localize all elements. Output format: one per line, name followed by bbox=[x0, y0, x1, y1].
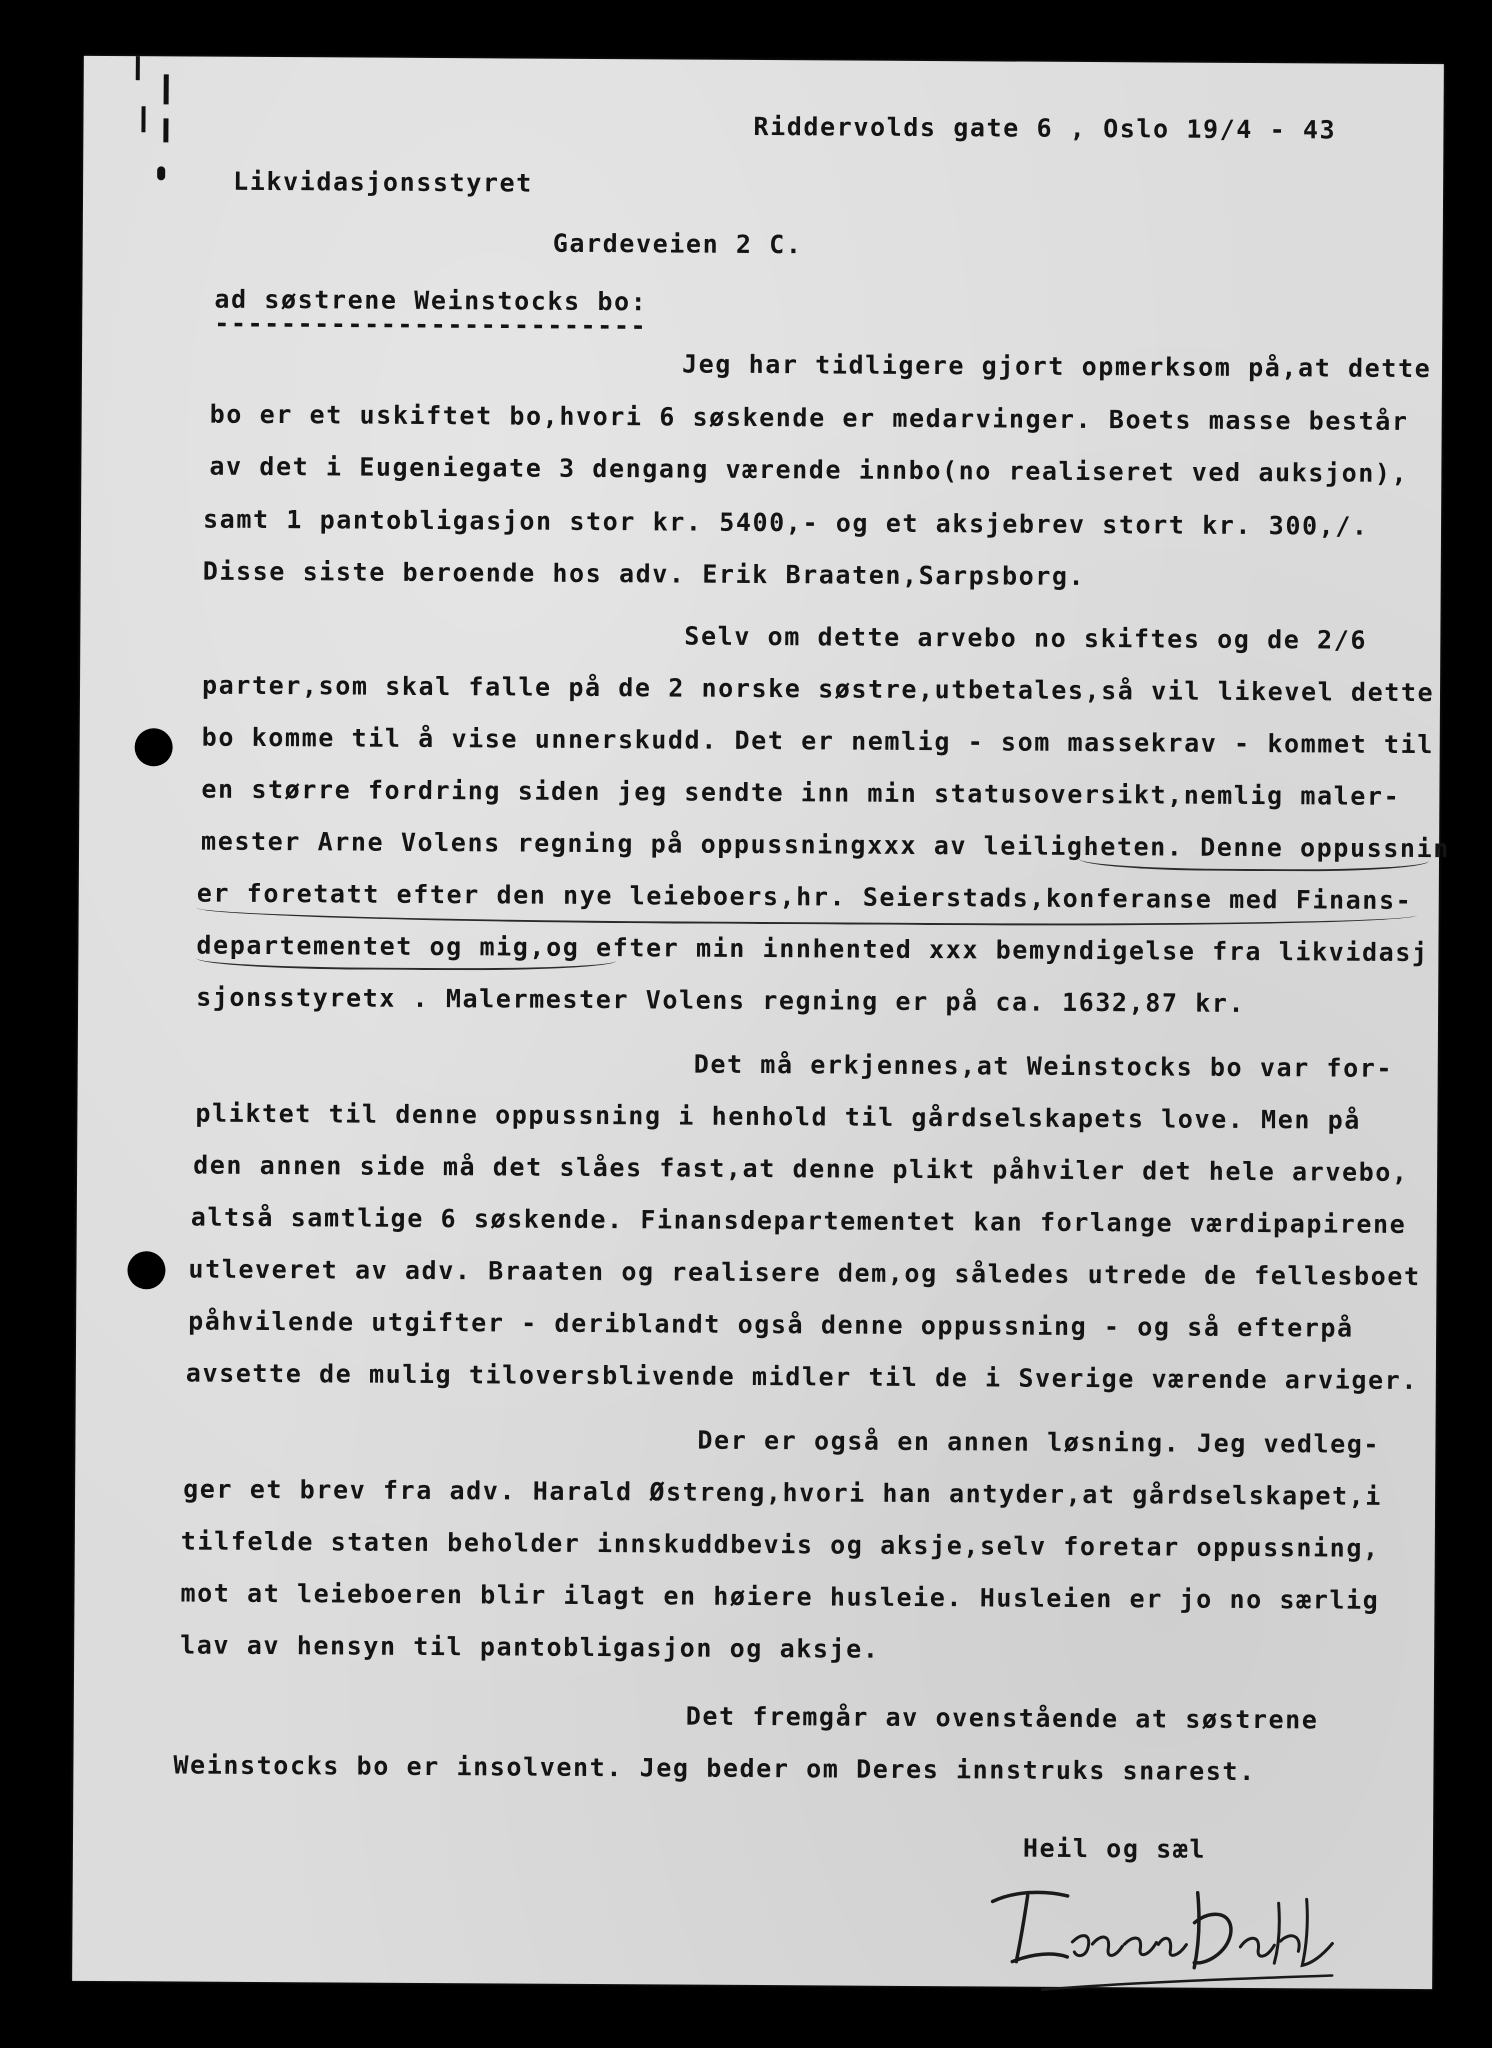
body-line: en større fordring siden jeg sendte inn min statusoversikt,nemlig maler- bbox=[201, 774, 1401, 811]
body-line: Det fremgår av ovenstående at søstrene bbox=[685, 1701, 1319, 1735]
body-line: sjonsstyretx . Malermester Volens regning er på ca. 1632,87 kr. bbox=[196, 982, 1246, 1018]
handwritten-underline bbox=[196, 943, 616, 972]
recipient-address: Gardeveien 2 C. bbox=[552, 228, 803, 260]
body-line: mot at leieboeren blir ilagt en høiere husleie. Husleien er jo no særlig bbox=[180, 1578, 1380, 1615]
binding-mark bbox=[157, 166, 165, 180]
binding-mark bbox=[141, 106, 145, 132]
body-line: bo komme til å vise unnerskudd. Det er nemlig - som massekrav - kommet til bbox=[201, 722, 1435, 760]
subject-rule: -------------------------- bbox=[214, 308, 648, 341]
body-line: utleveret av adv. Braaten og realisere dem,og således utrede de fellesboet bbox=[188, 1254, 1421, 1292]
body-line: påhvilende utgifter - deriblandt også denne oppussning - og så efterpå bbox=[188, 1306, 1354, 1343]
body-line: Jeg har tidligere gjort opmerksom på,at dette bbox=[681, 349, 1432, 384]
body-line: den annen side må det slåes fast,at denne plikt påhviler det hele arvebo, bbox=[193, 1150, 1409, 1187]
body-line: av det i Eugeniegate 3 dengang værende innbo(no realiseret ved auksjon), bbox=[209, 451, 1409, 488]
handwritten-underline bbox=[197, 889, 1417, 928]
binding-mark bbox=[164, 74, 169, 104]
body-line: altså samtlige 6 søskende. Finansdepartementet kan forlange værdipapirene bbox=[190, 1202, 1407, 1239]
letter-page bbox=[72, 56, 1451, 1989]
handwritten-underline bbox=[1079, 842, 1429, 872]
body-line: Selv om dette arvebo no skiftes og de 2/6 bbox=[684, 621, 1368, 655]
body-line: ger et brev fra adv. Harald Østreng,hvori han antyder,at gårdselskapet,i bbox=[183, 1474, 1383, 1511]
body-line: samt 1 pantobligasjon stor kr. 5400,- og et aksjebrev stort kr. 300,/. bbox=[202, 504, 1369, 541]
binding-mark bbox=[136, 56, 140, 80]
sender-address-date: Riddervolds gate 6 , Oslo 19/4 - 43 bbox=[753, 111, 1337, 145]
recipient-name: Likvidasjonsstyret bbox=[233, 166, 533, 198]
body-line: er foretatt efter den nye leieboers,hr. Seierstads,konferanse med Finans- bbox=[196, 878, 1413, 915]
binding-mark bbox=[163, 118, 168, 142]
body-line: avsette de mulig tiloversblivende midler til de i Sverige værende arviger. bbox=[185, 1358, 1419, 1396]
body-line: departementet og mig,og efter min innhented xxx bemyndigelse fra likvidasj bbox=[196, 930, 1429, 968]
body-line: lav av hensyn til pantobligasjon og aksje. bbox=[180, 1630, 880, 1664]
body-line: Weinstocks bo er insolvent. Jeg beder om Deres innstruks snarest. bbox=[173, 1750, 1256, 1787]
body-line: pliktet til denne oppussning i henhold til gårdselskapets love. Men på bbox=[195, 1098, 1362, 1135]
body-line: mester Arne Volens regning på oppussningxxx av leiligheten. Denne oppussnin bbox=[201, 826, 1451, 864]
body-line: bo er et uskiftet bo,hvori 6 søskende er medarvinger. Boets masse består bbox=[209, 399, 1409, 436]
punch-hole-upper bbox=[135, 728, 173, 766]
subject-line: ad søstrene Weinstocks bo: bbox=[214, 284, 648, 317]
body-line: Der er også en annen løsning. Jeg vedleg- bbox=[697, 1425, 1381, 1459]
body-line: Det må erkjennes,at Weinstocks bo var for- bbox=[693, 1049, 1394, 1083]
closing-greeting: Heil og sæl bbox=[1022, 1833, 1207, 1864]
body-line: tilfelde staten beholder innskuddbevis og aksje,selv foretar oppussning, bbox=[180, 1526, 1380, 1563]
punch-hole-lower bbox=[127, 1251, 165, 1289]
handwritten-signature bbox=[972, 1861, 1393, 2004]
body-line: Disse siste beroende hos adv. Erik Braaten,Sarpsborg. bbox=[202, 556, 1086, 591]
body-line: parter,som skal falle på de 2 norske søstre,utbetales,så vil likevel dette bbox=[201, 670, 1435, 708]
